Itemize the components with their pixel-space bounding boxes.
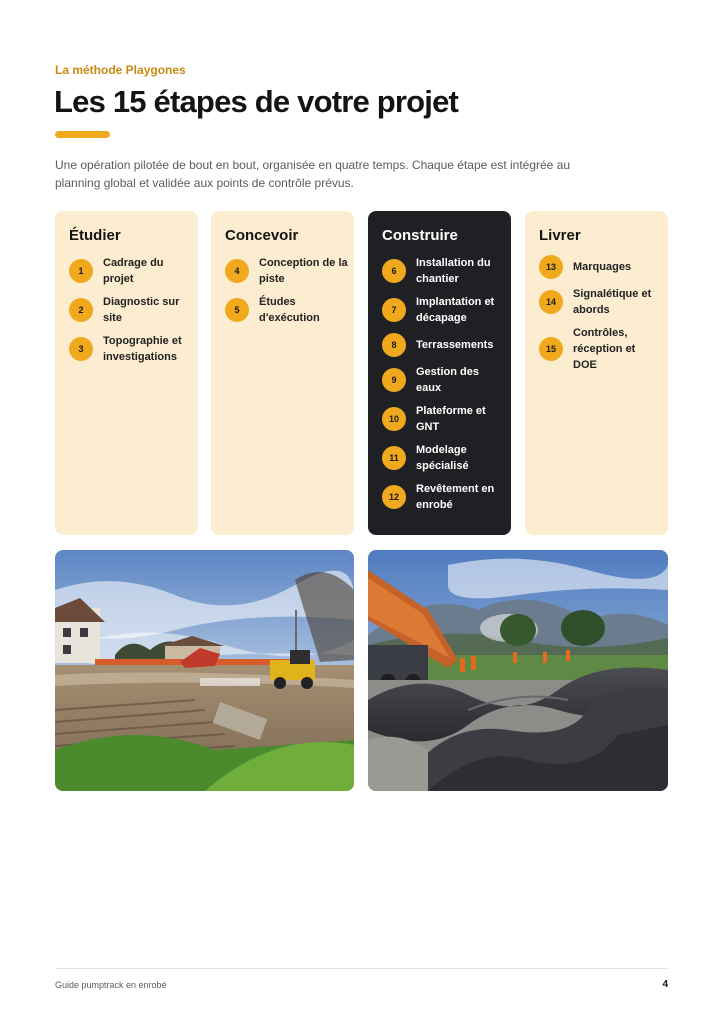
- step-number-badge: 15: [539, 337, 563, 361]
- step-item: [382, 403, 511, 435]
- step-label: Topographie et investigations: [103, 335, 182, 363]
- step-number-badge: 5: [225, 298, 249, 322]
- step-number-badge: 4: [225, 259, 249, 283]
- step-number-badge: 8: [382, 333, 406, 357]
- photo-asphalt-paving: [368, 550, 668, 791]
- step-label: Marquages: [573, 261, 632, 273]
- step-number-badge: 1: [69, 259, 93, 283]
- step-item: [225, 255, 354, 287]
- step-label: Signalétique et abords: [573, 288, 652, 316]
- step-number-badge: 10: [382, 407, 406, 431]
- step-number-badge: 2: [69, 298, 93, 322]
- step-number-badge: 11: [382, 446, 406, 470]
- step-label: Terrassements: [416, 339, 494, 351]
- step-number-badge: 12: [382, 485, 406, 509]
- step-label: Cadrage du projet: [103, 257, 164, 285]
- phase-card-construire: [368, 211, 511, 535]
- step-item: [382, 364, 511, 396]
- photo-earthworks-site: [55, 550, 354, 791]
- intro-paragraph: Une opération pilotée de bout en bout, organisée en quatre temps. Chaque étape est intégrée au planning global et validée aux points de contrôle prévus.: [55, 158, 571, 190]
- phase-title: Livrer: [539, 227, 581, 244]
- phase-card-concevoir: [211, 211, 354, 535]
- page-number: 4: [662, 979, 668, 990]
- step-item: [225, 294, 354, 326]
- step-label: Gestion des eaux: [416, 366, 479, 394]
- step-item: [539, 255, 668, 279]
- title-accent-bar: [55, 131, 110, 138]
- step-item: [539, 286, 668, 318]
- step-item: [69, 294, 198, 326]
- step-item: [382, 333, 511, 357]
- step-label: Modelage spécialisé: [416, 444, 469, 472]
- phase-title: Étudier: [69, 227, 121, 244]
- step-number-badge: 13: [539, 255, 563, 279]
- step-number-badge: 6: [382, 259, 406, 283]
- step-label: Installation du chantier: [416, 257, 491, 285]
- footer-divider: [55, 968, 668, 969]
- phase-title: Concevoir: [225, 227, 299, 244]
- step-label: Diagnostic sur site: [103, 296, 180, 324]
- phase-card-livrer: [525, 211, 668, 535]
- step-label: Études d'exécution: [259, 296, 320, 324]
- step-item: [69, 255, 198, 287]
- step-item: [382, 442, 511, 474]
- step-label: Conception de la piste: [259, 257, 348, 285]
- step-number-badge: 7: [382, 298, 406, 322]
- step-item: [382, 294, 511, 326]
- step-item: [382, 255, 511, 287]
- page-title: Les 15 étapes de votre projet: [54, 84, 459, 119]
- section-eyebrow: La méthode Playgones: [55, 63, 186, 77]
- step-label: Contrôles, réception et DOE: [573, 327, 636, 371]
- footer-guide-title: Guide pumptrack en enrobé: [55, 980, 167, 990]
- step-number-badge: 14: [539, 290, 563, 314]
- step-item: [539, 325, 668, 373]
- phase-card-etudier: [55, 211, 198, 535]
- phase-title: Construire: [382, 227, 458, 244]
- step-number-badge: 9: [382, 368, 406, 392]
- step-item: [69, 333, 198, 365]
- step-label: Implantation et décapage: [416, 296, 495, 324]
- step-label: Revêtement en enrobé: [416, 483, 495, 511]
- step-label: Plateforme et GNT: [416, 405, 486, 433]
- step-item: [382, 481, 511, 513]
- step-number-badge: 3: [69, 337, 93, 361]
